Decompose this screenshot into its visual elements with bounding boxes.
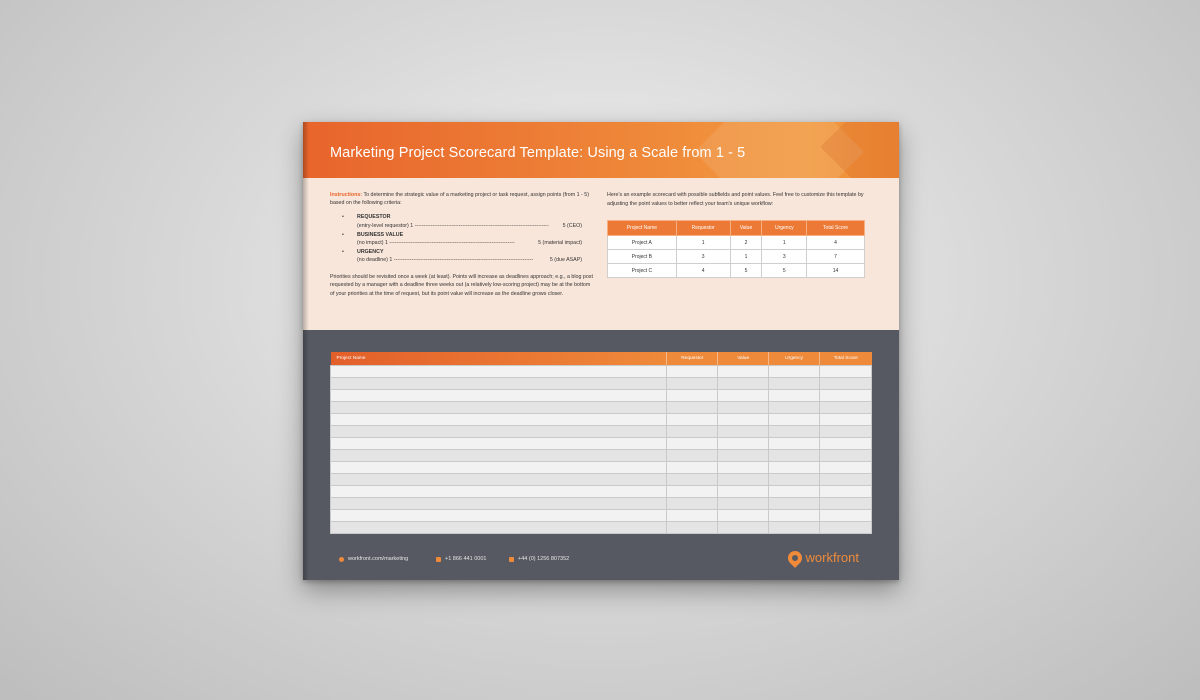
instructions-text: To determine the strategic value of a marketing project or task request, assign points (from 1 - 5) based on the following criteria: <box>330 192 589 207</box>
table-row <box>331 522 872 534</box>
table-row <box>331 426 872 438</box>
column-header: Project Name <box>331 352 667 366</box>
table-row <box>331 390 872 402</box>
table-row <box>331 474 872 486</box>
table-cell: 3 <box>762 250 807 264</box>
table-row <box>331 414 872 426</box>
table-cell[interactable] <box>667 378 718 390</box>
table-cell[interactable] <box>331 390 667 402</box>
criteria-low: (no impact) 1 ----------------------------------------------------------------------- <box>357 240 515 247</box>
table-cell[interactable] <box>820 462 872 474</box>
table-cell[interactable] <box>769 510 820 522</box>
table-cell[interactable] <box>820 498 872 510</box>
table-cell: 1 <box>676 236 730 250</box>
table-cell[interactable] <box>331 474 667 486</box>
table-cell[interactable] <box>769 378 820 390</box>
table-cell: Project A <box>608 236 677 250</box>
document-title: Marketing Project Scorecard Template: Using a Scale from 1 - 5 <box>330 145 746 161</box>
criteria-scale <box>357 239 582 247</box>
criteria-low: (entry-level requestor) 1 ---------------------------------------------------------------------------- <box>357 222 549 229</box>
table-cell[interactable] <box>820 414 872 426</box>
table-cell[interactable] <box>667 438 718 450</box>
table-cell[interactable] <box>667 498 718 510</box>
table-cell[interactable] <box>331 450 667 462</box>
table-cell: 4 <box>676 264 730 278</box>
scorecard-panel <box>303 330 899 580</box>
column-header: Total Score <box>807 221 865 236</box>
table-cell[interactable] <box>718 402 769 414</box>
table-cell[interactable] <box>718 486 769 498</box>
table-cell[interactable] <box>718 378 769 390</box>
table-cell[interactable] <box>718 498 769 510</box>
table-cell[interactable] <box>718 450 769 462</box>
table-cell[interactable] <box>331 510 667 522</box>
table-cell[interactable] <box>820 450 872 462</box>
workfront-logo <box>788 550 859 565</box>
instructions-label: Instructions: <box>330 192 363 198</box>
table-cell[interactable] <box>718 522 769 534</box>
table-cell[interactable] <box>667 450 718 462</box>
table-row <box>331 510 872 522</box>
table-cell[interactable] <box>820 522 872 534</box>
footer-website <box>339 556 408 562</box>
table-cell[interactable] <box>769 498 820 510</box>
globe-icon <box>339 557 344 562</box>
table-cell[interactable] <box>769 486 820 498</box>
table-cell[interactable] <box>331 402 667 414</box>
criteria-scale <box>357 222 582 230</box>
workfront-logo-icon <box>785 548 805 568</box>
table-header-row <box>608 221 865 236</box>
table-header-row <box>331 352 872 366</box>
table-row <box>331 378 872 390</box>
table-cell[interactable] <box>667 522 718 534</box>
priorities-note: Priorities should be revisited once a week (at least). Points will increase as deadlines approach; e.g., a blog post requested by a manager with a deadline three weeks out (a relatively low-scoring project) may be at the bottom of your priorities at the time of request, but its point value will increase as the deadline grows closer. <box>330 273 593 297</box>
criteria-high: 5 (CEO) <box>562 222 582 229</box>
table-cell[interactable] <box>667 462 718 474</box>
table-cell[interactable] <box>718 438 769 450</box>
table-cell[interactable] <box>331 462 667 474</box>
table-cell[interactable] <box>667 474 718 486</box>
table-row <box>608 236 865 250</box>
table-cell[interactable] <box>667 402 718 414</box>
table-cell[interactable] <box>667 390 718 402</box>
table-cell: 14 <box>807 264 865 278</box>
blank-scorecard-table <box>330 352 872 534</box>
column-header: Total Score <box>820 352 872 366</box>
table-cell[interactable] <box>718 510 769 522</box>
table-cell[interactable] <box>718 366 769 378</box>
table-row <box>608 264 865 278</box>
table-cell[interactable] <box>331 486 667 498</box>
table-cell[interactable] <box>769 426 820 438</box>
table-cell: 1 <box>730 250 762 264</box>
criteria-item <box>330 248 592 264</box>
table-cell[interactable] <box>820 486 872 498</box>
table-cell[interactable] <box>718 390 769 402</box>
table-cell: 1 <box>762 236 807 250</box>
table-cell[interactable] <box>769 438 820 450</box>
table-cell: Project B <box>608 250 677 264</box>
criteria-name: • URGENCY <box>357 249 384 256</box>
table-cell: 5 <box>762 264 807 278</box>
table-cell[interactable] <box>769 462 820 474</box>
table-cell[interactable] <box>820 366 872 378</box>
phone-icon <box>436 557 441 562</box>
table-cell[interactable] <box>667 510 718 522</box>
table-cell: 2 <box>730 236 762 250</box>
table-cell[interactable] <box>331 426 667 438</box>
table-row <box>331 462 872 474</box>
table-cell[interactable] <box>331 378 667 390</box>
table-cell[interactable] <box>820 438 872 450</box>
table-cell[interactable] <box>667 414 718 426</box>
criteria-low: (no deadline) 1 ------------------------------------------------------------------------------- <box>357 257 534 264</box>
table-cell: 5 <box>730 264 762 278</box>
table-cell[interactable] <box>718 462 769 474</box>
table-cell[interactable] <box>820 426 872 438</box>
table-cell[interactable] <box>769 474 820 486</box>
criteria-item <box>330 213 592 229</box>
table-cell[interactable] <box>331 498 667 510</box>
column-header: Urgency <box>762 221 807 236</box>
instructions-panel <box>303 178 899 330</box>
table-cell[interactable] <box>667 426 718 438</box>
footer-phone-uk <box>509 556 569 562</box>
table-cell[interactable] <box>820 402 872 414</box>
footer-phone-us <box>436 556 486 562</box>
table-row <box>331 498 872 510</box>
table-cell[interactable] <box>820 474 872 486</box>
table-cell[interactable] <box>769 366 820 378</box>
table-row <box>608 250 865 264</box>
table-row <box>331 366 872 378</box>
column-header: Requestor <box>667 352 718 366</box>
table-cell: 3 <box>676 250 730 264</box>
binding-shadow <box>303 122 309 580</box>
table-cell[interactable] <box>718 426 769 438</box>
table-row <box>331 450 872 462</box>
logo-text: workfront <box>805 550 859 565</box>
table-cell: Project C <box>608 264 677 278</box>
table-cell: 4 <box>807 236 865 250</box>
table-cell[interactable] <box>667 366 718 378</box>
table-cell[interactable] <box>718 474 769 486</box>
table-row <box>331 486 872 498</box>
criteria-high: 5 (due ASAP) <box>549 257 582 264</box>
phone-uk-text: +44 (0) 1256 807352 <box>518 556 570 562</box>
table-cell[interactable] <box>769 522 820 534</box>
table-cell[interactable] <box>331 438 667 450</box>
table-cell[interactable] <box>667 486 718 498</box>
criteria-list <box>330 213 592 264</box>
table-cell[interactable] <box>718 414 769 426</box>
scorecard-rows <box>331 366 872 534</box>
table-cell[interactable] <box>769 402 820 414</box>
table-cell[interactable] <box>331 414 667 426</box>
table-cell[interactable] <box>820 510 872 522</box>
criteria-high: 5 (material impact) <box>538 240 582 247</box>
column-header: Value <box>718 352 769 366</box>
column-header: Project Name <box>608 221 677 236</box>
example-text: Here's an example scorecard with possible subfields and point values. Feel free to customize this template by adjusting the point values to better reflect your team's unique workflow: <box>607 192 864 207</box>
website-text: workfront.com/marketing <box>348 556 409 562</box>
column-header: Value <box>730 221 762 236</box>
table-cell[interactable] <box>820 390 872 402</box>
document-footer <box>303 552 899 572</box>
example-scorecard-table <box>607 220 865 278</box>
criteria-item <box>330 231 592 247</box>
phone-us-text: +1 866 441 0001 <box>445 556 487 562</box>
column-header: Requestor <box>676 221 730 236</box>
table-cell[interactable] <box>769 450 820 462</box>
document-header <box>303 122 899 178</box>
criteria-name: • REQUESTOR <box>357 214 391 221</box>
scorecard-document <box>303 122 899 580</box>
criteria-scale <box>357 256 582 264</box>
table-cell[interactable] <box>820 378 872 390</box>
instructions <box>330 191 592 298</box>
phone-icon <box>509 557 514 562</box>
table-row <box>331 438 872 450</box>
table-row <box>331 402 872 414</box>
table-cell[interactable] <box>331 522 667 534</box>
criteria-name: • BUSINESS VALUE <box>357 231 404 238</box>
table-cell[interactable] <box>769 414 820 426</box>
table-cell[interactable] <box>331 366 667 378</box>
table-cell: 7 <box>807 250 865 264</box>
column-header: Urgency <box>769 352 820 366</box>
table-cell[interactable] <box>769 390 820 402</box>
